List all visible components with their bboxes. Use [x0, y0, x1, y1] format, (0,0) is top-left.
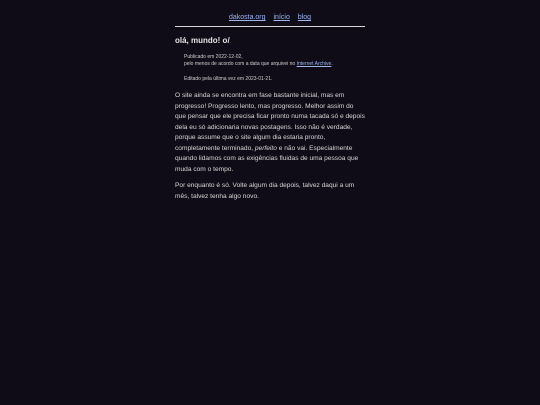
- paragraph-1: [175, 91, 365, 175]
- page-container: [175, 0, 365, 202]
- nav-divider: [175, 26, 365, 27]
- archive-note-suffix: .: [331, 61, 333, 67]
- post-title: olá, mundo! o/: [175, 36, 230, 45]
- published-date: Publicado em 2022-12-02,: [184, 54, 243, 60]
- archive-note-prefix: pelo menos de acordo com a data que arquivei no: [184, 61, 297, 67]
- nav-link-site[interactable]: dakosta.org: [228, 14, 266, 21]
- top-nav: [175, 0, 365, 26]
- post-content: [175, 91, 365, 202]
- emphasis-perfeito: perfeito: [254, 144, 277, 152]
- post-meta: [184, 54, 365, 83]
- paragraph-2: Por enquanto é só. Volte algum dia depois, talvez daqui a um mês, talvez tenha algo novo.: [175, 182, 355, 200]
- archive-note: [184, 61, 365, 68]
- nav-link-home[interactable]: início: [273, 14, 290, 21]
- internet-archive-link[interactable]: Internet Archive: [296, 61, 332, 67]
- paragraph-1-text-a: O site ainda se encontra em fase bastante inicial, mas em progresso! Progresso lento, mas progresso. Melhor assim do que pensar que ele precisa ficar pronto numa tacada só e depois dela eu só adicionaria novas postagens. Isso não é verdade, porque assume que o site algum dia estaria pronto, completamente terminado,: [175, 92, 365, 152]
- paragraph-1-text-b: e não vai. Especialmente quando lidamos com as exigências fluidas de uma pessoa que muda com o tempo.: [175, 144, 359, 173]
- edited-date: Editado pela última vez em 2023-01-21.: [184, 76, 273, 82]
- nav-link-blog[interactable]: blog: [297, 14, 312, 21]
- blog-post: [175, 36, 365, 202]
